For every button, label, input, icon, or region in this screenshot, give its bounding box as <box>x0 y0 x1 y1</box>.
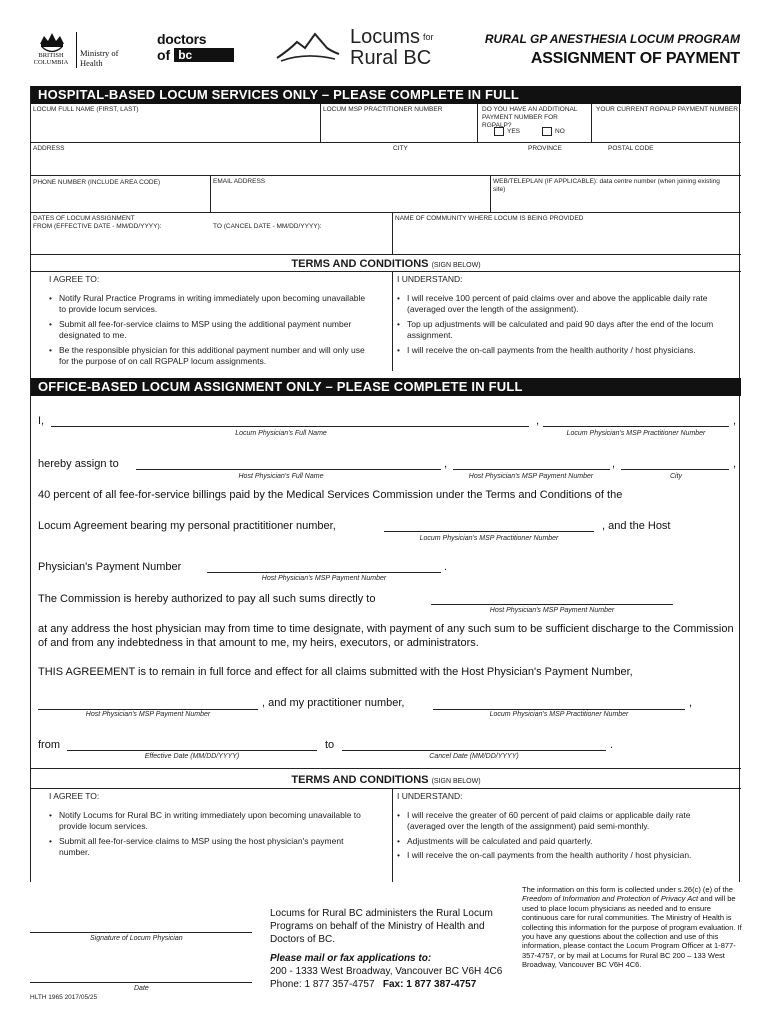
period: . <box>444 561 448 573</box>
comma: , <box>733 458 737 470</box>
office-section-bar: OFFICE-BASED LOCUM ASSIGNMENT ONLY – PLEASE COMPLETE IN FULL <box>31 378 741 396</box>
doctors-of-bc-logo <box>157 32 234 62</box>
agree-item: • Notify Locums for Rural BC in writing immediately upon becoming unavailable to provide locum services. <box>49 810 369 833</box>
terms-column-divider-2 <box>392 788 393 882</box>
understand-item: • Adjustments will be calculated and paid quarterly. <box>397 836 722 848</box>
admin-text: Locums for Rural BC administers the Rural Locum Programs on behalf of the Ministry of Health and Doctors of BC. <box>270 908 493 945</box>
host-msp-payment-line-3[interactable] <box>38 709 258 710</box>
logo-divider <box>76 32 77 68</box>
locum-msp-number-label: LOCUM MSP PRACTITIONER NUMBER <box>323 106 443 113</box>
city-field[interactable] <box>391 143 526 176</box>
mail-address: 200 - 1333 West Broadway, Vancouver BC V6H 4C6 <box>270 966 503 977</box>
comma: , <box>689 697 693 709</box>
terms-column-divider-1 <box>392 271 393 371</box>
and-my-text: , and my practitioner number, <box>262 697 405 709</box>
privacy-notice <box>522 885 742 970</box>
understand-item: • I will receive 100 percent of paid claims over and above the applicable daily rate (averaged over the length of the assignment). <box>397 293 727 316</box>
locum-msp-line-2[interactable] <box>433 709 685 710</box>
bc-wordmark: BRITISH COLUMBIA <box>33 52 69 66</box>
province-label: PROVINCE <box>528 145 562 152</box>
privacy-act-name: Freedom of Information and Protection of Privacy Act <box>522 894 699 904</box>
locum-full-name-field[interactable] <box>31 104 321 143</box>
host-name-line[interactable] <box>136 469 441 470</box>
phone-field[interactable] <box>31 176 211 213</box>
phone-number: Phone: 1 877 357-4757 <box>270 979 375 990</box>
any-address-text: at any address the host physician may from time to time designate, with payment of any such sum to be sufficient discharge to the Commission of and from any indebtedness in that amount to me, my heirs, executors, or administrators. <box>38 623 734 649</box>
web-teleplan-field[interactable] <box>491 176 741 213</box>
period: . <box>610 739 614 751</box>
locum-msp-number-field[interactable] <box>321 104 478 143</box>
privacy-text-a: The information on this form is collected under s.26(c) (e) of the <box>522 885 733 894</box>
agree-label-1: I AGREE TO: <box>49 274 100 284</box>
no-label: NO <box>555 128 565 135</box>
locums-for-word: for <box>423 32 434 42</box>
header <box>0 0 770 84</box>
signature-line[interactable] <box>30 932 252 933</box>
signature-caption: Signature of Locum Physician <box>90 935 183 942</box>
agree-item: • Be the responsible physician for this additional payment number and will only use for the purpose of on call RGPALP locum assignments. <box>49 345 374 368</box>
address-label: ADDRESS <box>33 145 65 152</box>
hospital-section-bar: HOSPITAL-BASED LOCUM SERVICES ONLY – PLEASE COMPLETE IN FULL <box>31 86 741 104</box>
ministry-of-health: Ministry of Health <box>80 48 119 68</box>
caption-locum-msp: Locum Physician's MSP Practitioner Number <box>566 430 706 437</box>
agree-item: • Submit all fee-for-service claims to MSP using the additional payment number designated to me. <box>49 319 374 342</box>
doctors-bc-box: bc <box>174 48 234 62</box>
community-field[interactable] <box>393 213 741 255</box>
host-payment-line[interactable] <box>453 469 610 470</box>
yes-checkbox[interactable] <box>494 127 504 136</box>
terms-title-1: TERMS AND CONDITIONS <box>291 258 429 270</box>
dates-label: DATES OF LOCUM ASSIGNMENT <box>33 215 135 222</box>
administration-info <box>270 907 515 991</box>
yes-label: YES <box>507 128 521 135</box>
this-agreement-text: THIS AGREEMENT is to remain in full force and effect for all claims submitted with the Host Physician's Payment Number, <box>38 666 633 678</box>
understand-label-2: I UNDERSTAND: <box>397 791 463 801</box>
locum-msp-line[interactable] <box>543 426 729 427</box>
additional-payment-label: DO YOU HAVE AN ADDITIONAL PAYMENT NUMBER FOR RGPALP? <box>482 106 578 129</box>
terms-divider-2 <box>31 788 741 789</box>
terms-heading-2 <box>31 773 741 789</box>
from-text: from <box>38 739 60 751</box>
caption-city: City <box>669 473 683 480</box>
web-teleplan-label: WEB/TELEPLAN (IF APPLICABLE): data centre number (when joining existing site) <box>493 178 720 193</box>
caption-host-msp-payment-2: Host Physician's MSP Payment Number <box>489 607 615 614</box>
postal-code-label: POSTAL CODE <box>608 145 654 152</box>
from-date-label: FROM (EFFECTIVE DATE - MM/DD/YYYY): <box>33 223 162 230</box>
caption-host-name: Host Physician's Full Name <box>238 473 324 480</box>
terms-title-2: TERMS AND CONDITIONS <box>291 774 429 786</box>
terms-top-divider-2 <box>31 768 741 769</box>
current-rgpalp-label: YOUR CURRENT RGPALP PAYMENT NUMBER <box>596 106 738 113</box>
form-title: ASSIGNMENT OF PAYMENT <box>530 50 740 67</box>
phone-label: PHONE NUMBER (INCLUDE AREA CODE) <box>33 179 161 186</box>
agreement-text: Locum Agreement bearing my personal practititioner number, <box>38 520 336 532</box>
effective-date-line[interactable] <box>67 750 317 751</box>
email-label: EMAIL ADDRESS <box>213 178 266 185</box>
understand-item: • I will receive the on-call payments from the health authority / host physicians. <box>397 345 727 357</box>
no-checkbox[interactable] <box>542 127 552 136</box>
doctors-of-word: of <box>157 47 171 63</box>
understand-item: • I will receive the on-call payments from the health authority / host physician. <box>397 850 722 862</box>
cancel-date-line[interactable] <box>342 750 606 751</box>
agree-column-2 <box>49 791 369 862</box>
comma: , <box>536 415 540 427</box>
email-field[interactable] <box>211 176 491 213</box>
locums-for-rural-bc-logo <box>350 26 434 68</box>
postal-code-field[interactable] <box>606 143 741 176</box>
locum-practitioner-line[interactable] <box>384 531 594 532</box>
locums-word: Locums <box>350 26 421 48</box>
yes-option[interactable] <box>494 127 520 136</box>
province-field[interactable] <box>526 143 606 176</box>
privacy-text-b: and will be used to place locum physicians as needed and to ensure continuous care for rural communities. The Ministry of Health is collecting this information for the purpose of program evaluation. If you have any questions about the collection and use of this information, please contact the Locum Program Officer at 1-877-357-4757, or by mail at Locums for Rural BC 200 – 133 West Broadway, Vancouver BC V6H 4C6. <box>522 894 742 970</box>
comma: , <box>733 415 737 427</box>
additional-payment-question <box>478 104 592 143</box>
agree-item: • Notify Rural Practice Programs in writing immediately upon becoming unavailable to provide locum services. <box>49 293 374 316</box>
mail-heading: Please mail or fax applications to: <box>270 953 432 964</box>
mountain-logo-icon <box>275 28 341 64</box>
caption-locum-name: Locum Physician's Full Name <box>235 430 327 437</box>
program-title: RURAL GP ANESTHESIA LOCUM PROGRAM <box>484 32 740 46</box>
forty-percent-text: 40 percent of all fee-for-service billings paid by the Medical Services Commission under the Terms and Conditions of the <box>38 489 623 501</box>
i-text: I, <box>38 415 45 427</box>
date-caption: Date <box>134 985 149 992</box>
current-rgpalp-field[interactable] <box>592 104 741 143</box>
and-host-text: , and the Host <box>602 520 671 532</box>
physician-payment-text: Physician's Payment Number <box>38 561 182 573</box>
understand-column-1 <box>397 274 727 359</box>
to-date-label: TO (CANCEL DATE - MM/DD/YYYY): <box>213 223 322 230</box>
address-field[interactable] <box>31 143 391 176</box>
hereby-assign-text: hereby assign to <box>38 458 119 470</box>
caption-host-payment: Host Physician's MSP Payment Number <box>468 473 594 480</box>
caption-locum-msp-2: Locum Physician's MSP Practitioner Number <box>489 711 629 718</box>
caption-cancel-date: Cancel Date (MM/DD/YYYY) <box>429 753 519 760</box>
comma: , <box>612 458 616 470</box>
terms-sub-1: (SIGN BELOW) <box>431 262 481 269</box>
caption-locum-practitioner: Locum Physician's MSP Practitioner Number <box>419 535 559 542</box>
terms-sub-2: (SIGN BELOW) <box>431 778 481 785</box>
understand-column-2 <box>397 791 722 865</box>
commission-text: The Commission is hereby authorized to pay all such sums directly to <box>38 593 376 605</box>
host-msp-payment-line-2[interactable] <box>431 604 673 605</box>
agree-label-2: I AGREE TO: <box>49 791 100 801</box>
locum-full-name-label: LOCUM FULL NAME (FIRST, LAST) <box>33 106 139 113</box>
agree-column-1 <box>49 274 374 371</box>
locum-name-line[interactable] <box>51 426 529 427</box>
caption-effective-date: Effective Date (MM/DD/YYYY) <box>144 753 240 760</box>
rural-bc-word: Rural BC <box>350 47 432 69</box>
agree-item: • Submit all fee-for-service claims to MSP using the host physician's payment number. <box>49 836 369 859</box>
dates-of-assignment <box>31 213 393 255</box>
form-code: HLTH 1965 2017/05/25 <box>30 994 98 1001</box>
understand-item: • I will receive the greater of 60 percent of paid claims or applicable daily rate (averaged over the length of the assignment) paid semi-monthly. <box>397 810 722 833</box>
host-msp-payment-line[interactable] <box>207 572 441 573</box>
fax-number: Fax: 1 877 387-4757 <box>382 979 477 990</box>
understand-item: • Top up adjustments will be calculated and paid 90 days after the end of the locum assignment. <box>397 319 727 342</box>
date-line[interactable] <box>30 982 252 983</box>
city-label: CITY <box>393 145 408 152</box>
terms-divider-1 <box>31 271 741 272</box>
form-frame <box>30 86 740 882</box>
comma: , <box>444 458 448 470</box>
understand-label-1: I UNDERSTAND: <box>397 274 463 284</box>
community-label: NAME OF COMMUNITY WHERE LOCUM IS BEING PROVIDED <box>395 215 584 222</box>
to-text: to <box>325 739 335 751</box>
city-line[interactable] <box>621 469 729 470</box>
no-option[interactable] <box>542 127 565 136</box>
caption-host-msp-payment: Host Physician's MSP Payment Number <box>261 575 387 582</box>
caption-host-msp-payment-3: Host Physician's MSP Payment Number <box>85 711 211 718</box>
doctors-word: doctors <box>157 31 207 47</box>
